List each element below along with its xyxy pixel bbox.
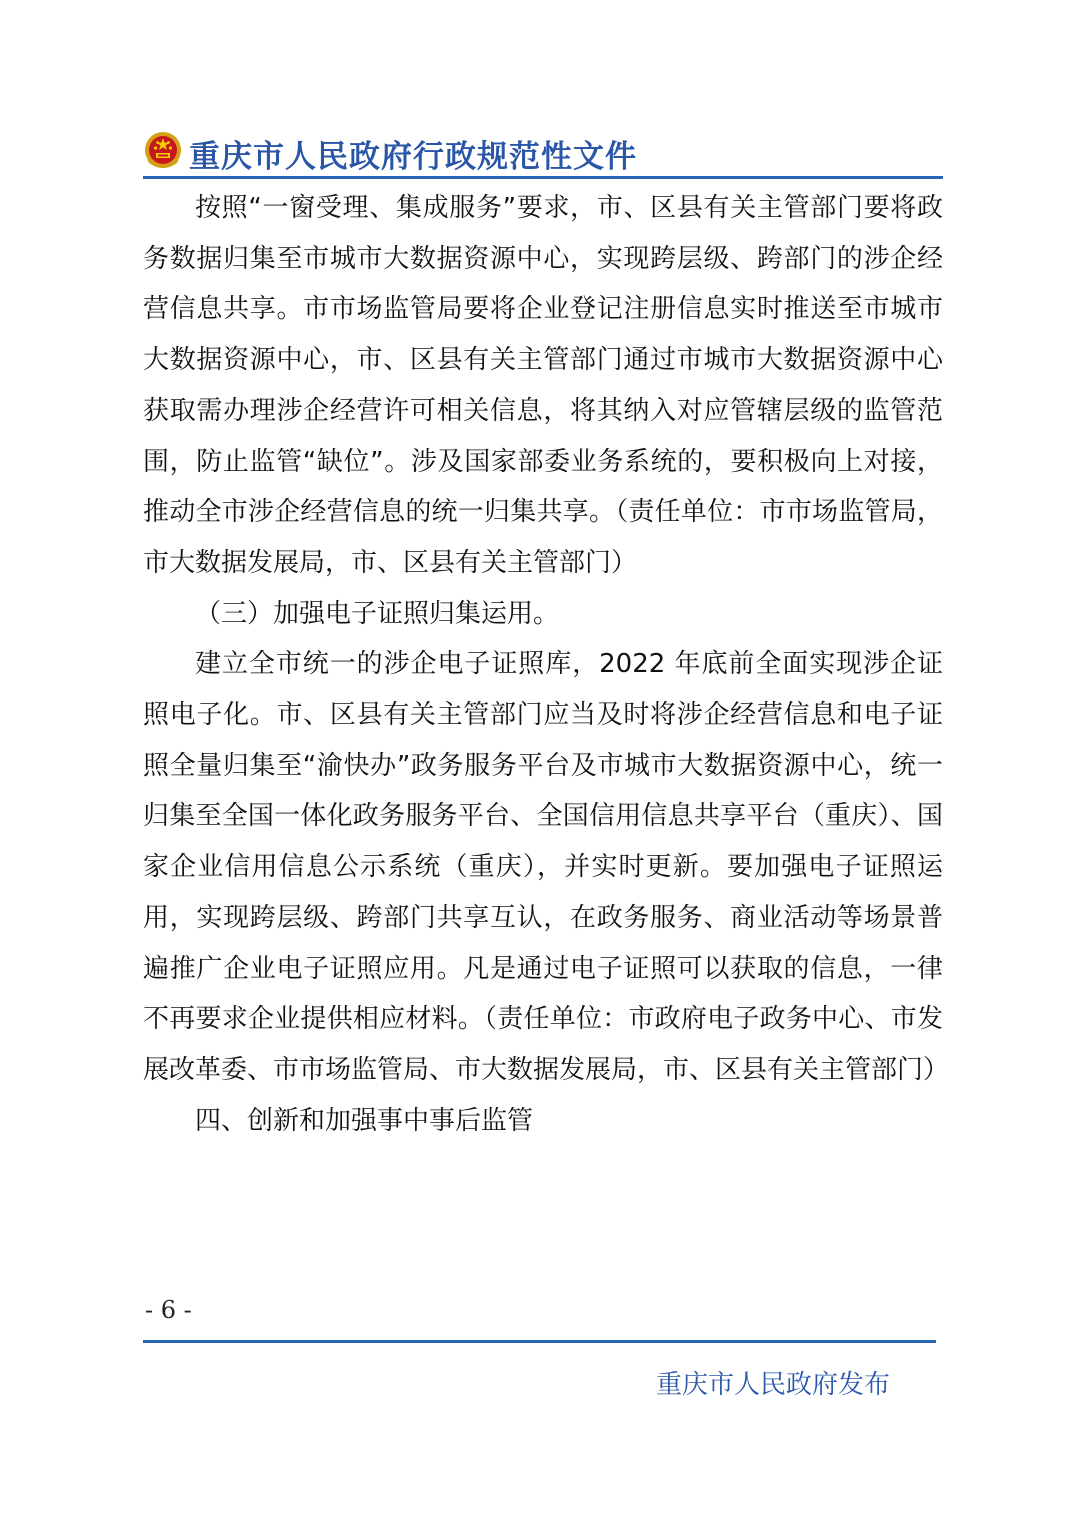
footer-publisher: 重庆市人民政府发布	[655, 1370, 890, 1400]
paragraph-data-sharing: 按照“一窗受理、集成服务”要求，市、区县有关主管部门要将政务数据归集至市城市大数据资源中心，实现跨层级、跨部门的涉企经营信息共享。市市场监管局要将企业登记注册信息实时推送至市城市大数据资源中心，市、区县有关主管部门通过市城市大数据资源中心获取需办理涉企经营许可相关信息，将其纳入对应管辖层级的监管范围，防止监管“缺位”。涉及国家部委业务系统的，要积极向上对接，推动全市涉企经营信息的统一归集共享。（责任单位：市市场监管局，市大数据发展局，市、区县有关主管部门）	[143, 193, 943, 578]
footer-divider	[143, 1340, 936, 1343]
page-number: - 6 -	[145, 1296, 192, 1324]
section-heading-electronic-license: （三）加强电子证照归集运用。	[195, 598, 560, 629]
document-body	[143, 183, 950, 1146]
paragraph-electronic-license: 建立全市统一的涉企电子证照库，2022 年底前全面实现涉企证照电子化。市、区县有关主管部门应当及时将涉企经营信息和电子证照全量归集至“渝快办”政务服务平台及市城市大数据资源中心，统一归集至全国一体化政务服务平台、全国信用信息共享平台（重庆）、国家企业信用信息公示系统（重庆），并实时更新。要加强电子证照运用，实现跨层级、跨部门共享互认，在政务服务、商业活动等场景普遍推广企业电子证照应用。凡是通过电子证照可以获取的信息，一律不再要求企业提供相应材料。（责任单位：市政府电子政务中心、市发展改革委、市市场监管局、市大数据发展局，市、区县有关主管部门）	[143, 649, 950, 1085]
national-emblem-icon	[143, 129, 183, 171]
document-header	[143, 127, 943, 177]
section-heading-supervision: 四、创新和加强事中事后监管	[195, 1105, 534, 1136]
header-title: 重庆市人民政府行政规范性文件	[189, 139, 637, 175]
header-divider	[143, 176, 943, 179]
